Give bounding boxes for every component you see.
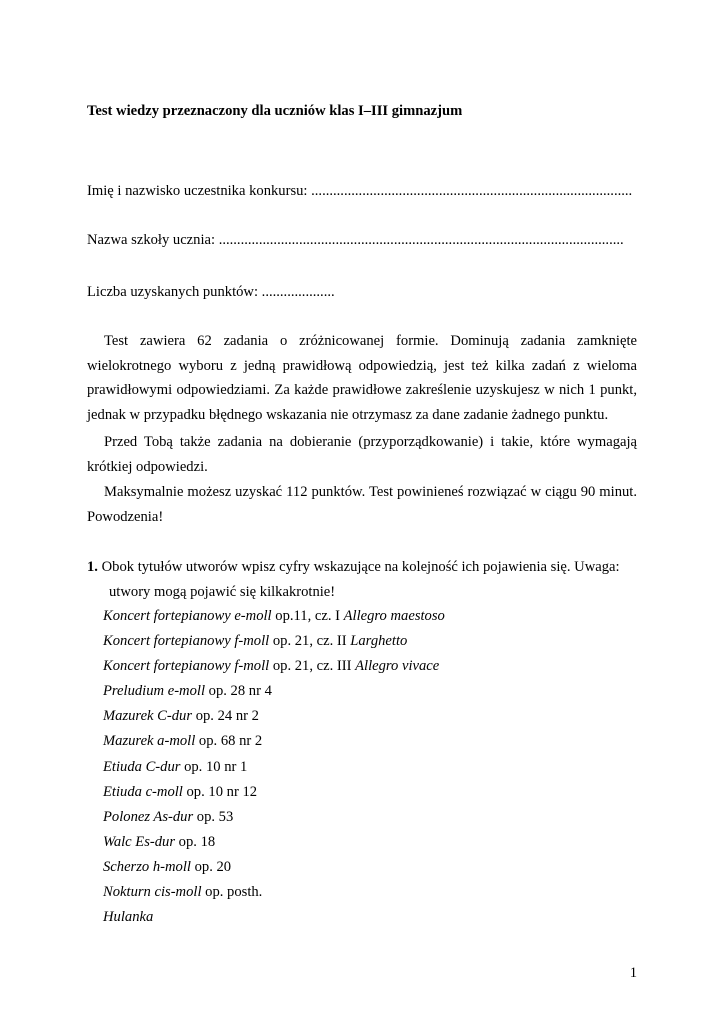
school-name-field: Nazwa szkoły ucznia: ............................................................................................................... xyxy=(87,232,624,248)
work-item: Etiuda C-dur op. 10 nr 1 xyxy=(103,758,248,775)
work-item: Hulanka xyxy=(103,909,154,926)
instructions-paragraph-3 xyxy=(87,480,637,529)
work-item: Nokturn cis-moll op. posth. xyxy=(103,884,263,901)
page-number: 1 xyxy=(629,965,637,981)
instructions-paragraph-2 xyxy=(87,430,637,479)
work-item: Koncert fortepianowy f-moll op. 21, cz. III Allegro vivace xyxy=(103,658,440,675)
task-text-line-1: Obok tytułów utworów wpisz cyfry wskazujące na kolejność ich pojawienia się. Uwaga: xyxy=(101,559,620,575)
work-item: Koncert fortepianowy e-moll op.11, cz. I Allegro maestoso xyxy=(103,608,445,624)
work-item: Walc Es-dur op. 18 xyxy=(103,833,216,850)
task-1-line-1 xyxy=(87,555,647,580)
work-item: Mazurek C-dur op. 24 nr 2 xyxy=(103,708,259,725)
work-item: Etiuda c-moll op. 10 nr 12 xyxy=(103,783,258,800)
works-list xyxy=(103,604,445,930)
work-item: Scherzo h-moll op. 20 xyxy=(103,858,232,875)
work-item: Mazurek a-moll op. 68 nr 2 xyxy=(103,733,263,750)
instructions-text-1: Test zawiera 62 zadania o zróżnicowanej formie. Dominują zadania zamknięte wielokrotnego wyboru z jedną prawidłową odpowiedzią, jest też kilka zadań z wieloma prawidłowymi odpowiedziami. Za każde prawidłowe zakreślenie uzyskujesz w nich 1 punkt, jednak w przypadku błędnego wskazania nie otrzymasz za dane zadanie żadnego punktu. xyxy=(87,333,637,423)
instructions-text-3: Maksymalnie możesz uzyskać 112 punktów. Test powinieneś rozwiązać w ciągu 90 minut. Powodzenia! xyxy=(87,484,637,525)
work-item: Preludium e-moll op. 28 nr 4 xyxy=(103,683,272,700)
participant-name-field: Imię i nazwisko uczestnika konkursu: ........................................................................................ xyxy=(87,183,633,199)
instructions-paragraph-1 xyxy=(87,329,637,427)
points-field: Liczba uzyskanych punktów: .................... xyxy=(87,284,335,300)
work-item: Polonez As-dur op. 53 xyxy=(103,808,234,825)
work-item: Koncert fortepianowy f-moll op. 21, cz. II Larghetto xyxy=(103,633,408,650)
instructions-text-2: Przed Tobą także zadania na dobieranie (przyporządkowanie) i takie, które wymagają krótkiej odpowiedzi. xyxy=(87,434,637,475)
task-1-line-2 xyxy=(87,580,647,605)
page-title: Test wiedzy przeznaczony dla uczniów klas I–III gimnazjum xyxy=(87,103,463,119)
task-1-prompt xyxy=(87,555,647,605)
task-number: 1. xyxy=(87,559,98,575)
task-text-line-2: utwory mogą pojawić się kilkakrotnie! xyxy=(109,584,336,600)
